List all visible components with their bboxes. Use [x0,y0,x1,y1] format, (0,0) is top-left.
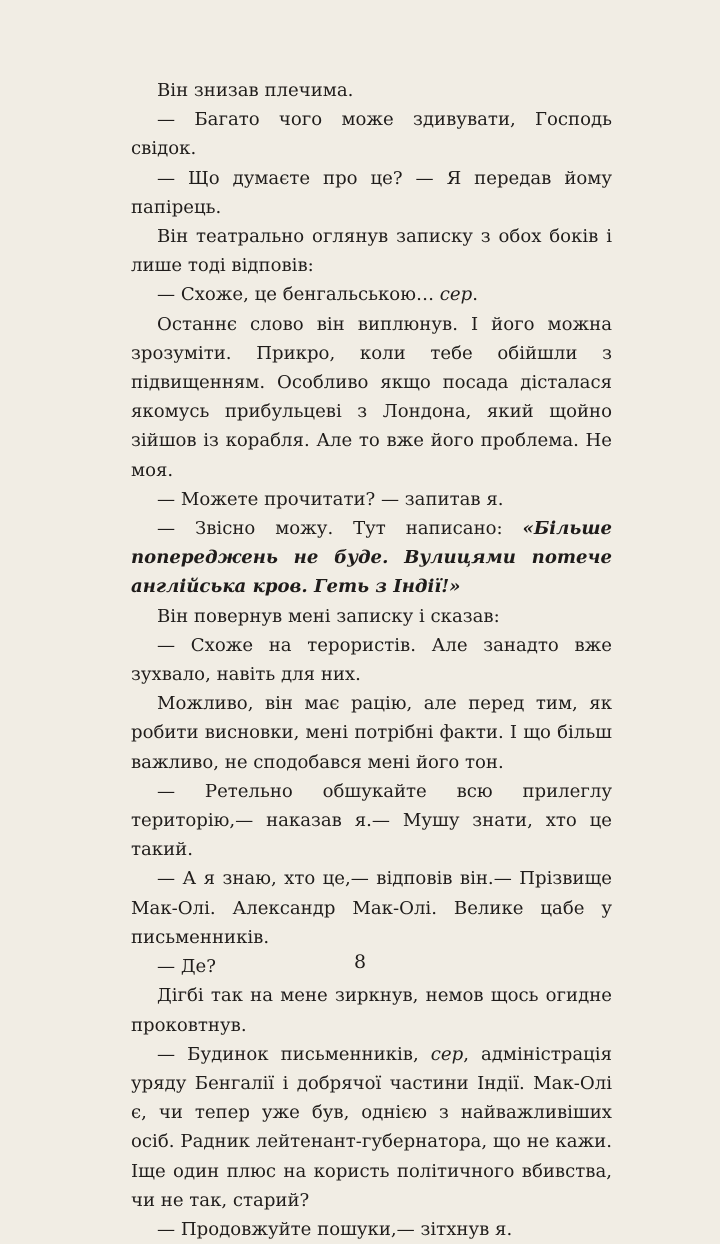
paragraph: — Що думаєте про це? — Я передав йому папірець. [131,167,612,218]
paragraph: — Ретельно обшукайте всю прилеглу територію,— наказав я.— Мушу знати, хто це такий. [131,780,612,861]
body-text [131,76,612,1244]
paragraph: Останнє слово він виплюнув. І його можна зрозуміти. Прикро, коли тебе обійшли з підвищенням. Особливо якщо посада дісталася якомусь прибульцеві з Лондона, який щойно зійшов із корабля. Але то вже його проблема. Не моя. [131,313,612,481]
paragraph-text: — Схоже, це бенгальською… [157,284,440,306]
paragraph: — Де? [157,956,216,978]
italic-address: сер [439,284,473,306]
paragraph: Можливо, він має рацію, але перед тим, як робити висновки, мені потрібні факти. І що більш важливо, не сподобався мені його тон. [131,693,612,773]
italic-address: сер [430,1043,464,1065]
paragraph-text: — Звісно можу. Тут написано: [157,518,523,540]
paragraph: Дігбі так на мене зиркнув, немов щось огидне проковтнув. [131,985,612,1036]
paragraph: — Можете прочитати? — запитав я. [157,488,504,510]
paragraph [131,514,612,602]
paragraph [131,280,612,309]
page-number: 8 [353,951,367,973]
paragraph: Він повернув мені записку і сказав: [157,605,500,627]
paragraph-text: , адміністрація уряду Бенгалії і добрячої частини Індії. Мак-Олі є, чи тепер уже був, однією з найважливіших осіб. Радник лейтенант-губернатора, що не кажи. Іще один плюс на користь політичного вбивства, чи не так, старий? [131,1043,612,1211]
paragraph: — Продовжуйте пошуки,— зітхнув я. [157,1218,513,1240]
paragraph-text: — Будинок письменників, [157,1043,431,1065]
paragraph: — Схоже на терористів. Але занадто вже зухвало, навіть для них. [131,634,612,686]
paragraph: Він знизав плечима. [157,80,354,101]
paragraph: Він театрально оглянув записку з обох боків і лише тоді відповів: [131,226,612,277]
paragraph-text: . [472,284,478,306]
paragraph: — А я знаю, хто це,— відповів він.— Прізвище Мак-Олі. Александр Мак-Олі. Велике цабе у письменників. [131,868,612,948]
paragraph: — Багато чого може здивувати, Господь свідок. [131,109,612,160]
note-quote: «Більше попереджень не буде. Вулицями потече англійська кров. Геть з Індії!» [131,518,612,598]
paragraph [131,1040,612,1215]
